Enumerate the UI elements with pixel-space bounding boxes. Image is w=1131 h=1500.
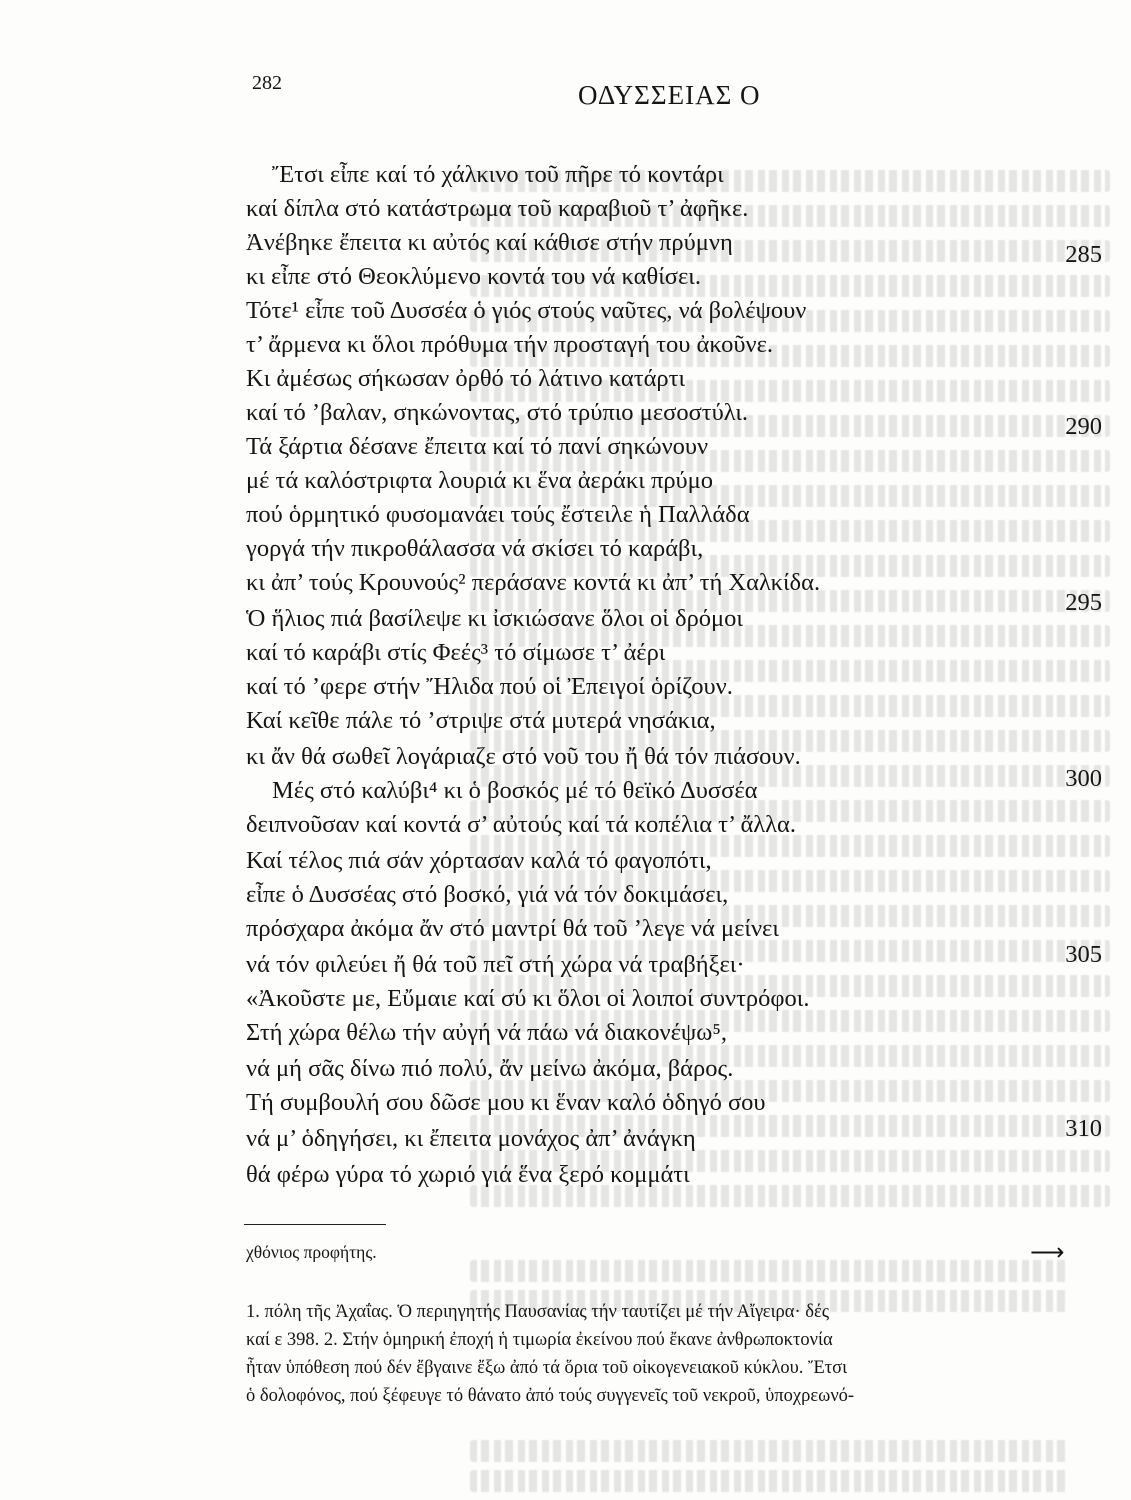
verse-line: εἶπε ὁ Δυσσέας στό βοσκό, γιά νά τόν δοκιμάσει, xyxy=(246,881,729,908)
verse-line: νά τόν φιλεύει ἤ θά τοῦ πεῖ στή χώρα νά τραβήξει· xyxy=(246,951,745,978)
verse-line: νά μή σᾶς δίνω πιό πολύ, ἄν μείνω ἀκόμα, βάρος. xyxy=(246,1055,734,1082)
verse-line: Ὁ ἥλιος πιά βασίλεψε κι ἰσκιώσανε ὅλοι οἱ δρόμοι xyxy=(246,605,744,632)
verse-line: «Ἀκοῦστε με, Εὔμαιε καί σύ κι ὅλοι οἱ λοιποί συντρόφοι. xyxy=(246,985,810,1012)
footnote-line: καί ε 398. 2. Στήν ὁμηρική ἐποχή ἡ τιμωρία ἐκείνου πού ἔκανε ἀνθρωποκτονία xyxy=(246,1330,833,1350)
verse-line: μέ τά καλόστριφτα λουριά κι ἕνα ἀεράκι πρύμο xyxy=(246,467,714,494)
verse-line: Τά ξάρτια δέσανε ἔπειτα καί τό πανί σηκώνουν xyxy=(246,433,709,460)
verse-line: καί τό ’φερε στήν Ἤλιδα πού οἱ Ἐπειγοί ὁρίζουν. xyxy=(246,673,733,700)
footnote-line: ἦταν ὑπόθεση πού δέν ἔβγαινε ἔξω ἀπό τά ὅρια τοῦ οἰκογενειακοῦ κύκλου. Ἔτσι xyxy=(246,1358,848,1378)
verse-line: τ’ ἄρμενα κι ὅλοι πρόθυμα τήν προσταγή του ἀκοῦνε. xyxy=(246,331,774,358)
line-number: 295 xyxy=(1065,589,1102,616)
verse-line: Ἀνέβηκε ἔπειτα κι αὐτός καί κάθισε στήν πρύμνη xyxy=(246,229,733,256)
verse-line: Ἔτσι εἶπε καί τό χάλκινο τοῦ πῆρε τό κοντάρι xyxy=(272,161,724,188)
verse-line: καί τό ’βαλαν, σηκώνοντας, στό τρύπιο μεσοστύλι. xyxy=(246,399,749,426)
verse-line: Κι ἀμέσως σήκωσαν ὀρθό τό λάτινο κατάρτι xyxy=(246,365,686,392)
verse-line: κι ἄν θά σωθεῖ λογάριαζε στό νοῦ του ἤ θά τόν πιάσουν. xyxy=(246,743,801,770)
footnote-rule xyxy=(244,1224,386,1225)
continuation-arrow-icon: ⟶ xyxy=(1030,1238,1065,1266)
verse-line: κι ἀπ’ τούς Κρουνούς² περάσανε κοντά κι ἀπ’ τή Χαλκίδα. xyxy=(246,569,821,596)
page-number: 282 xyxy=(252,72,282,94)
running-title: ΟΔΥΣΣΕΙΑΣ Ο xyxy=(578,80,761,110)
line-number: 285 xyxy=(1065,241,1102,268)
verse-line: Μές στό καλύβι⁴ κι ὁ βοσκός μέ τό θεϊκό Δυσσέα xyxy=(272,777,758,804)
verse-line: δειπνοῦσαν καί κοντά σ’ αὐτούς καί τά κοπέλια τ’ ἄλλα. xyxy=(246,811,797,838)
verse-line: Τότε¹ εἶπε τοῦ Δυσσέα ὁ γιός στούς ναῦτες, νά βολέψουν xyxy=(246,297,807,324)
verse-line: καί τό καράβι στίς Φεές³ τό σίμωσε τ’ ἀέρι xyxy=(246,639,666,666)
footnote-continuation: χθόνιος προφήτης. xyxy=(246,1242,377,1262)
verse-line: Τή συμβουλή σου δῶσε μου κι ἕναν καλό ὁδηγό σου xyxy=(246,1089,766,1116)
footnote-line: ὁ δολοφόνος, πού ξέφευγε τό θάνατο ἀπό τούς συγγενεῖς τοῦ νεκροῦ, ὑποχρεωνό- xyxy=(246,1386,855,1406)
verse-line: κι εἶπε στό Θεοκλύμενο κοντά του νά καθίσει. xyxy=(246,263,702,290)
verse-line: πού ὁρμητικό φυσομανάει τούς ἔστειλε ἡ Παλλάδα xyxy=(246,501,750,528)
verse-line: Καί τέλος πιά σάν χόρτασαν καλά τό φαγοπότι, xyxy=(246,847,712,874)
verse-line: πρόσχαρα ἀκόμα ἄν στό μαντρί θά τοῦ ’λεγε νά μείνει xyxy=(246,915,779,942)
line-number: 300 xyxy=(1065,765,1102,792)
verse-line: γοργά τήν πικροθάλασσα νά σκίσει τό καράβι, xyxy=(246,535,704,562)
footnote-line: 1. πόλη τῆς Ἀχαΐας. Ὁ περιηγητής Παυσανίας τήν ταυτίζει μέ τήν Αἴγειρα· δές xyxy=(246,1302,830,1322)
verse-line: νά μ’ ὁδηγήσει, κι ἔπειτα μονάχος ἀπ’ ἀνάγκη xyxy=(246,1125,696,1152)
line-number: 305 xyxy=(1065,941,1102,968)
verse-line: Καί κεῖθε πάλε τό ’στριψε στά μυτερά νησάκια, xyxy=(246,707,716,734)
line-number: 290 xyxy=(1065,413,1102,440)
verse-line: καί δίπλα στό κατάστρωμα τοῦ καραβιοῦ τ’ ἀφῆκε. xyxy=(246,195,749,222)
verse-line: θά φέρω γύρα τό χωριό γιά ἕνα ξερό κομμάτι xyxy=(246,1161,690,1188)
verse-line: Στή χώρα θέλω τήν αὐγή νά πάω νά διακονέψω⁵, xyxy=(246,1019,728,1046)
line-number: 310 xyxy=(1065,1115,1102,1142)
